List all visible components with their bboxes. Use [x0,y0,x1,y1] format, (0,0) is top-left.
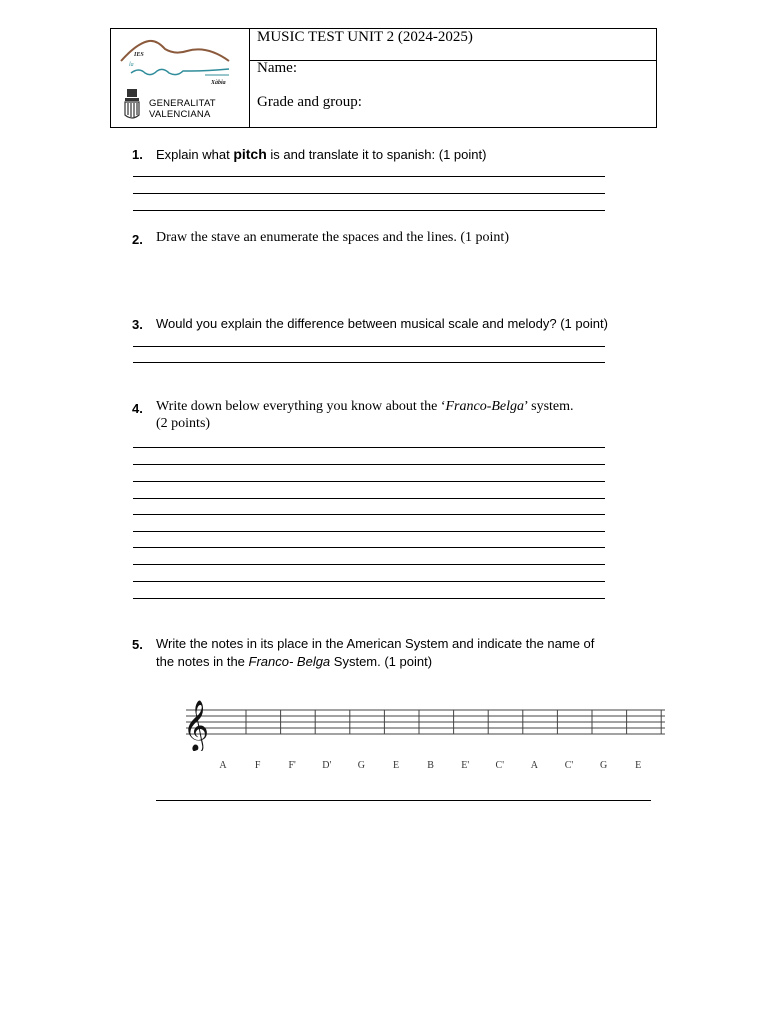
answer-line-q3-2[interactable] [133,362,605,363]
answer-line-q4-5[interactable] [133,514,605,515]
answer-line-q4-1[interactable] [133,447,605,448]
question-4-points: (2 points) [156,416,211,431]
note-label: A [530,760,539,771]
note-label: F [254,760,261,771]
logo-xabia-text: Xàbia [211,80,226,85]
answer-line-q1-2[interactable] [133,193,605,194]
question-5-number: 5. [132,637,143,652]
school-logo [117,35,237,85]
answer-line-q4-3[interactable] [133,481,605,482]
header-table [110,28,657,128]
question-2-text: Draw the stave an enumerate the spaces and the lines. (1 point) [156,230,509,245]
grade-group-label: Grade and group: [257,94,362,110]
question-3-number: 3. [132,317,143,332]
logo-cell [111,29,250,127]
note-label: D' [322,760,332,771]
note-label: F' [288,760,296,771]
gov-text-line-2: VALENCIANA [149,109,211,120]
note-label: G [599,760,608,771]
answer-line-q3-1[interactable] [133,346,605,347]
test-title: MUSIC TEST UNIT 2 (2024-2025) [257,29,473,45]
note-label: C' [495,760,505,771]
treble-clef-icon: 𝄞 [183,700,210,751]
note-label: B [427,760,434,771]
answer-line-q5[interactable] [156,800,651,801]
note-label: E [392,760,400,771]
logo-ies-text: IES [134,52,144,58]
question-2-number: 2. [132,232,143,247]
answer-line-q4-4[interactable] [133,498,605,499]
question-5-text-line-2: the notes in the Franco- Belga System. (1 point) [156,654,433,669]
question-1-number: 1. [132,147,143,162]
question-5-text: Write the notes in its place in the American System and indicate the name of [156,636,595,651]
logo-la-text: la [129,62,134,68]
gov-text-line-1: GENERALITAT [149,98,216,109]
answer-line-q4-10[interactable] [133,598,605,599]
answer-line-q1-1[interactable] [133,176,605,177]
pitch-word: pitch [233,146,267,162]
generalitat-crest-icon [121,87,145,125]
title-cell [250,29,656,61]
question-3-text: Would you explain the difference between musical scale and melody? (1 point) [156,316,608,331]
note-label: G [357,760,366,771]
answer-line-q4-8[interactable] [133,564,605,565]
note-label: E [635,760,642,771]
answer-line-q1-3[interactable] [133,210,605,211]
name-label: Name: [257,60,297,76]
answer-line-q4-7[interactable] [133,547,605,548]
staff-lines [186,710,665,734]
answer-line-q4-2[interactable] [133,464,605,465]
note-label: C' [564,760,574,771]
question-1-text: Explain what pitch is and translate it to spanish: (1 point) [156,146,487,162]
answer-line-q4-6[interactable] [133,531,605,532]
music-staff [180,695,670,751]
note-label: E' [461,760,470,771]
answer-line-q4-9[interactable] [133,581,605,582]
question-4-text: Write down below everything you know about the ‘Franco-Belga’ system. [156,399,574,414]
note-label: A [219,760,227,771]
question-4-number: 4. [132,401,143,416]
